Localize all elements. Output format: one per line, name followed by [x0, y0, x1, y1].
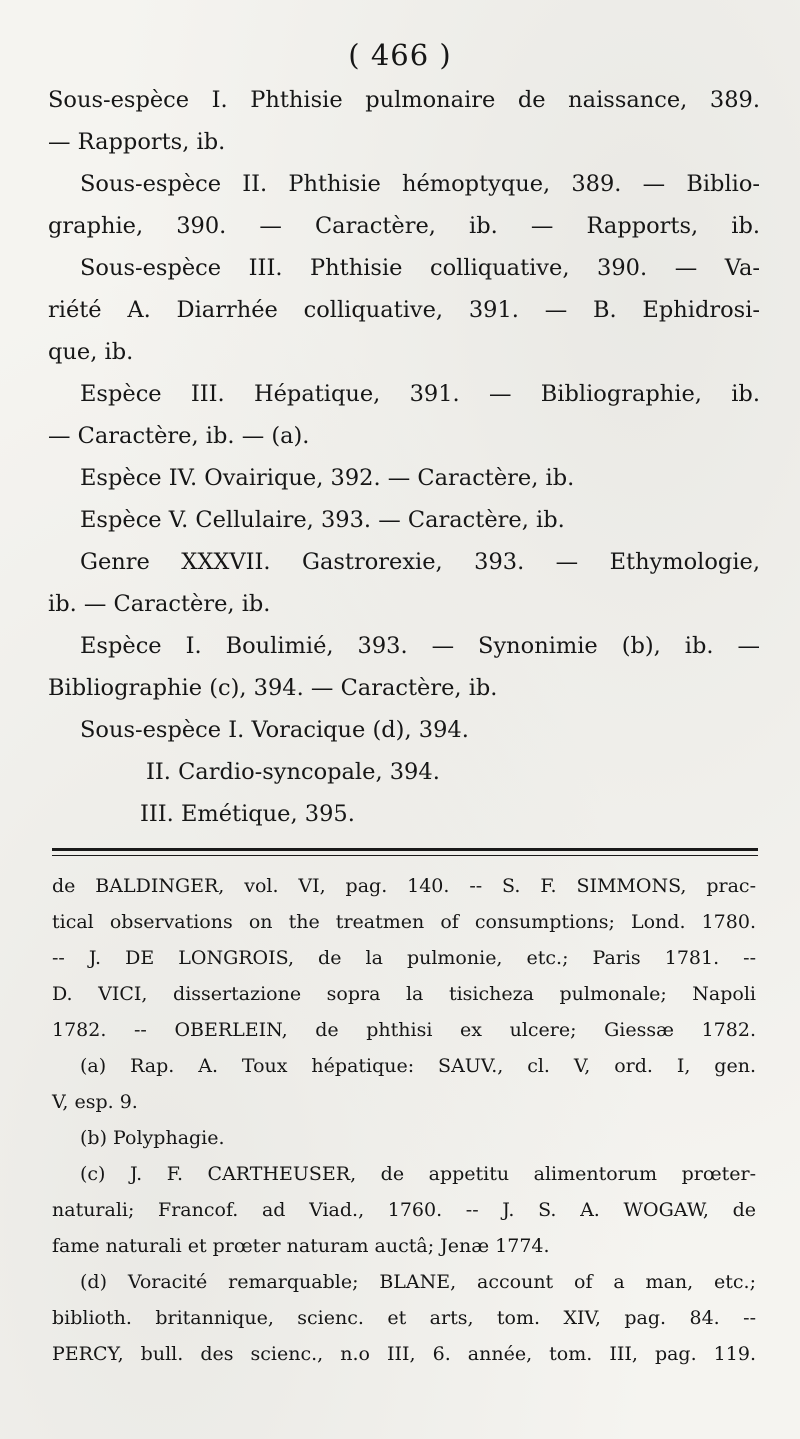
- index-line-5: Sous-espèce III. Phthisie colliquative, 390. — Va-: [80, 255, 760, 281]
- index-line-16: Sous-espèce I. Voracique (d), 394.: [80, 717, 469, 743]
- index-line-10: Espèce IV. Ovairique, 392. — Caractère, ib.: [80, 465, 575, 491]
- index-line-17: II. Cardio-syncopale, 394.: [146, 759, 440, 785]
- footnote-d-line-2: biblioth. britannique, scienc. et arts, tom. XIV, pag. 84. --: [52, 1307, 756, 1329]
- footnote-line-1: de BALDINGER, vol. VI, pag. 140. -- S. F. SIMMONS, prac-: [52, 875, 756, 897]
- index-line-8: Espèce III. Hépatique, 391. — Bibliographie, ib.: [80, 381, 760, 407]
- footnote-a-line-1: (a) Rap. A. Toux hépatique: SAUV., cl. V, ord. I, gen.: [80, 1055, 756, 1077]
- index-line-3: Sous-espèce II. Phthisie hémoptyque, 389. — Biblio-: [80, 171, 760, 197]
- footnote-c-line-2: naturali; Francof. ad Viad., 1760. -- J. S. A. WOGAW, de: [52, 1199, 756, 1221]
- index-line-9: — Caractère, ib. — (a).: [48, 423, 310, 449]
- index-line-12: Genre XXXVII. Gastrorexie, 393. — Ethymologie,: [80, 549, 760, 575]
- index-line-11: Espèce V. Cellulaire, 393. — Caractère, ib.: [80, 507, 565, 533]
- footnote-c-line-3: fame naturali et prœter naturam auctâ; Jenæ 1774.: [52, 1235, 550, 1257]
- index-line-1: Sous-espèce I. Phthisie pulmonaire de naissance, 389.: [48, 87, 760, 113]
- index-line-15: Bibliographie (c), 394. — Caractère, ib.: [48, 675, 498, 701]
- footnote-d-line-1: (d) Voracité remarquable; BLANE, account of a man, etc.;: [80, 1271, 756, 1293]
- index-line-6: riété A. Diarrhée colliquative, 391. — B. Ephidrosi-: [48, 297, 760, 323]
- footnote-a-line-2: V, esp. 9.: [52, 1091, 138, 1113]
- footnote-b: (b) Polyphagie.: [80, 1127, 225, 1149]
- footnote-line-3: D. VICI, dissertazione sopra la tisicheza pulmonale; Napoli: [52, 983, 756, 1005]
- index-line-13: ib. — Caractère, ib.: [48, 591, 271, 617]
- footnote-c-line-1: (c) J. F. CARTHEUSER, de appetitu alimentorum prœter-: [80, 1163, 756, 1185]
- footnote-line-2: -- J. DE LONGROIS, de la pulmonie, etc.; Paris 1781. --: [52, 947, 756, 969]
- footnote-line-1-cont: tical observations on the treatmen of consumptions; Lond. 1780.: [52, 911, 756, 933]
- footnote-d-line-3: PERCY, bull. des scienc., n.o III, 6. année, tom. III, pag. 119.: [52, 1343, 756, 1365]
- page-number: ( 466 ): [348, 38, 452, 72]
- index-line-4: graphie, 390. — Caractère, ib. — Rapports, ib.: [48, 213, 760, 239]
- footnote-rule-thick: [52, 848, 758, 851]
- index-line-18: III. Emétique, 395.: [140, 801, 355, 827]
- footnote-line-4: 1782. -- OBERLEIN, de phthisi ex ulcere; Giessæ 1782.: [52, 1019, 756, 1041]
- index-line-7: que, ib.: [48, 339, 134, 365]
- index-line-2: — Rapports, ib.: [48, 129, 226, 155]
- footnote-rule-thin: [52, 855, 758, 856]
- index-line-14: Espèce I. Boulimié, 393. — Synonimie (b), ib. —: [80, 633, 760, 659]
